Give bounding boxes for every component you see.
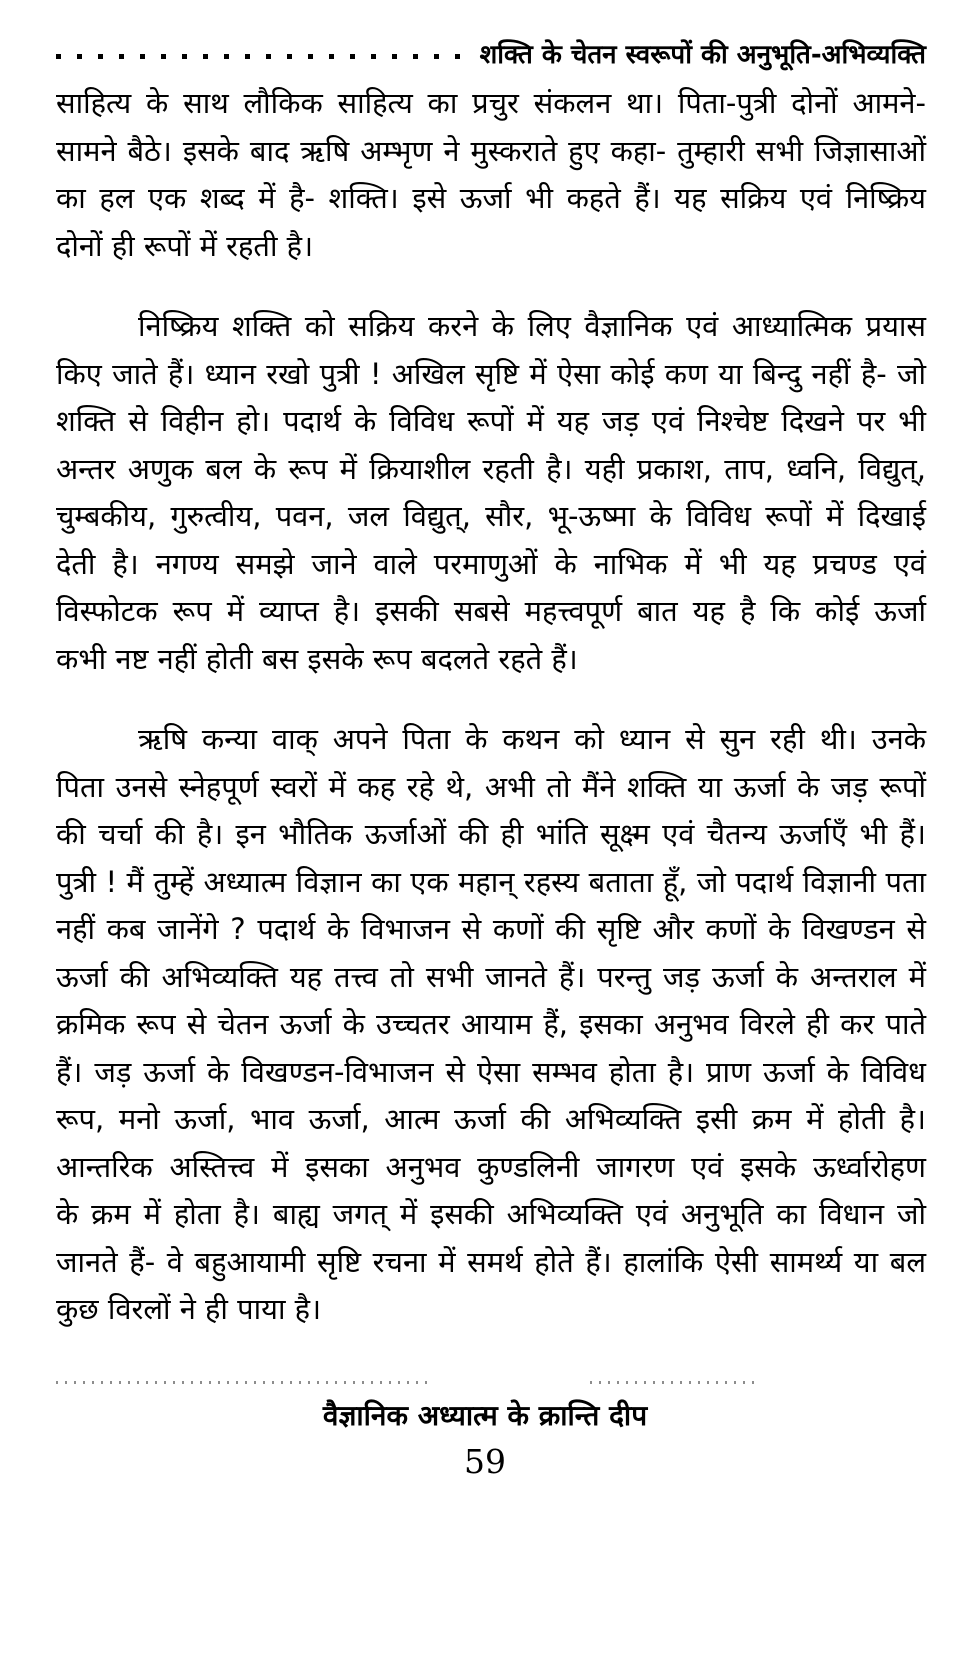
text-line: हैं। जड़ ऊर्जा के विखण्डन-विभाजन से ऐसा सम्भव होता है। प्राण ऊर्जा के विविध	[56, 1054, 926, 1089]
text-line: देती है। नगण्य समझे जाने वाले परमाणुओं के नाभिक में भी यह प्रचण्ड एवं	[56, 546, 926, 581]
paragraph	[56, 80, 926, 270]
text-line: सामने बैठे। इसके बाद ऋषि अम्भृण ने मुस्कराते हुए कहा- तुम्हारी सभी जिज्ञासाओं	[56, 133, 926, 168]
header-dotted-leader	[56, 54, 470, 59]
text-line: आन्तरिक अस्तित्त्व में इसका अनुभव कुण्डलिनी जागरण एवं इसके ऊर्ध्वारोहण	[56, 1149, 926, 1184]
text-line: निष्क्रिय शक्ति को सक्रिय करने के लिए वैज्ञानिक एवं आध्यात्मिक प्रयास	[138, 309, 926, 343]
paragraph	[56, 303, 926, 683]
page-header	[56, 34, 926, 72]
text-line: ऋषि कन्या वाक् अपने पिता के कथन को ध्यान से सुन रही थी। उनके	[138, 722, 926, 756]
text-line: कभी नष्ट नहीं होती बस इसके रूप बदलते रहते हैं।	[56, 641, 578, 676]
text-line: के क्रम में होता है। बाह्य जगत् में इसकी अभिव्यक्ति एवं अनुभूति का विधान जो	[56, 1197, 926, 1231]
paragraph	[56, 716, 926, 1334]
footer-dotted-line-left	[56, 1381, 428, 1384]
footer-dotted-line-right	[590, 1381, 758, 1384]
text-line: का हल एक शब्द में है- शक्ति। इसे ऊर्जा भी कहते हैं। यह सक्रिय एवं निष्क्रिय	[56, 181, 926, 215]
text-line: कुछ विरलों ने ही पाया है।	[56, 1292, 322, 1326]
text-line: विस्फोटक रूप में व्याप्त है। इसकी सबसे महत्त्वपूर्ण बात यह है कि कोई ऊर्जा	[56, 594, 926, 628]
text-line: चुम्बकीय, गुरुत्वीय, पवन, जल विद्युत्, सौर, भू-ऊष्मा के विविध रूपों में दिखाई	[56, 499, 926, 533]
text-line: शक्ति से विहीन हो। पदार्थ के विविध रूपों में यह जड़ एवं निश्चेष्ट दिखने पर भी	[56, 404, 926, 438]
text-line: रूप, मनो ऊर्जा, भाव ऊर्जा, आत्म ऊर्जा की अभिव्यक्ति इसी क्रम में होती है।	[56, 1102, 926, 1136]
body-text	[56, 80, 926, 1334]
chapter-title: शक्ति के चेतन स्वरूपों की अनुभूति-अभिव्यक्ति	[479, 40, 926, 70]
text-line: दोनों ही रूपों में रहती है।	[56, 228, 314, 263]
text-line: क्रमिक रूप से चेतन ऊर्जा के उच्चतर आयाम हैं, इसका अनुभव विरले ही कर पाते	[56, 1007, 926, 1041]
text-line: साहित्य के साथ लौकिक साहित्य का प्रचुर संकलन था। पिता-पुत्री दोनों आमने-	[56, 86, 926, 120]
text-line: पिता उनसे स्नेहपूर्ण स्वरों में कह रहे थे, अभी तो मैंने शक्ति या ऊर्जा के जड़ रूपों	[56, 769, 926, 804]
text-line: जानते हैं- वे बहुआयामी सृष्टि रचना में समर्थ होते हैं। हालांकि ऐसी सामर्थ्य या बल	[56, 1244, 926, 1279]
page-number: 59	[464, 1442, 506, 1481]
text-line: ऊर्जा की अभिव्यक्ति यह तत्त्व तो सभी जानते हैं। परन्तु जड़ ऊर्जा के अन्तराल में	[56, 959, 926, 994]
book-title: वैज्ञानिक अध्यात्म के क्रान्ति दीप	[322, 1399, 648, 1432]
text-line: अन्तर अणुक बल के रूप में क्रियाशील रहती है। यही प्रकाश, ताप, ध्वनि, विद्युत्,	[56, 451, 926, 486]
text-line: पुत्री ! मैं तुम्हें अध्यात्म विज्ञान का एक महान् रहस्य बताता हूँ, जो पदार्थ विज्ञानी पता	[56, 864, 926, 899]
text-line: नहीं कब जानेंगे ? पदार्थ के विभाजन से कणों की सृष्टि और कणों के विखण्डन से	[56, 912, 926, 946]
text-line: किए जाते हैं। ध्यान रखो पुत्री ! अखिल सृष्टि में ऐसा कोई कण या बिन्दु नहीं है- जो	[56, 356, 926, 391]
text-line: की चर्चा की है। इन भौतिक ऊर्जाओं की ही भांति सूक्ष्म एवं चैतन्य ऊर्जाएँ भी हैं।	[56, 817, 926, 851]
